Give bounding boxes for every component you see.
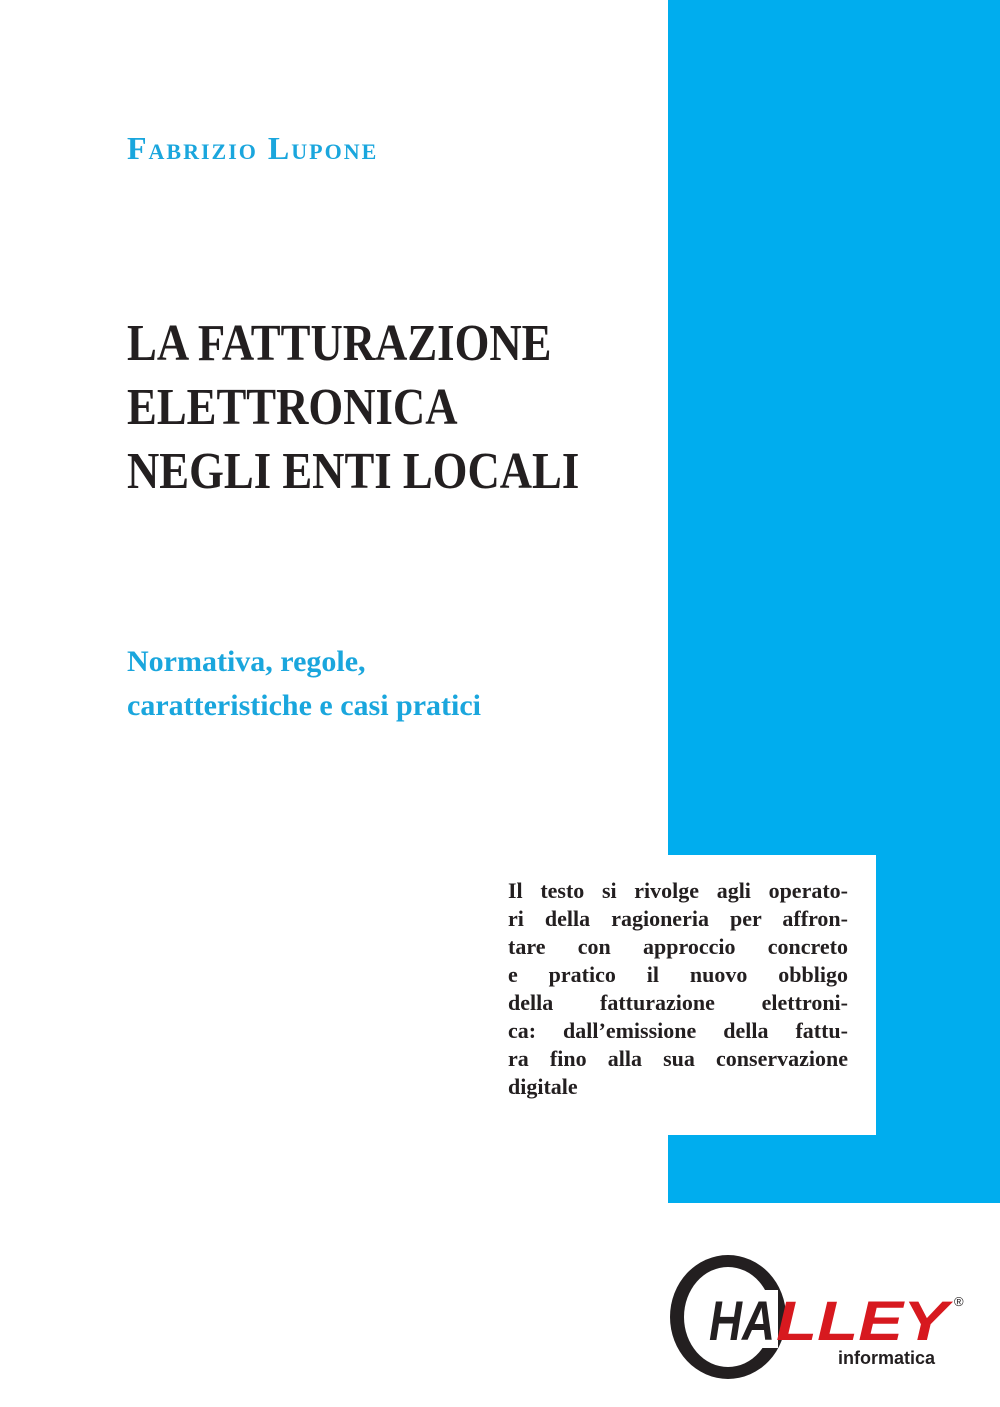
title-line: ELETTRONICA [127,379,458,436]
book-title [127,312,591,504]
subtitle-line: Normativa, regole, [127,645,366,678]
description-line: Il testo si rivolge agli operato- [508,878,848,903]
description-line: ra fino alla sua conservazione [508,1046,848,1071]
logo-wordmark-ha: HA [709,1289,775,1352]
description-text [508,877,848,1101]
logo-wordmark-lley: LLEY [776,1289,954,1352]
author-name: Fabrizio Lupone [127,130,379,166]
description-line: della fatturazione elettroni- [508,990,848,1015]
description-line: ri della ragioneria per affron- [508,906,848,931]
description-box [478,855,876,1135]
description-line: tare con approccio concreto [508,934,848,959]
book-subtitle [127,640,481,728]
title-line: LA FATTURAZIONE [127,315,552,372]
logo-tagline: informatica [838,1348,936,1368]
subtitle-line: caratteristiche e casi pratici [127,689,482,722]
title-line: NEGLI ENTI LOCALI [127,443,580,500]
description-line: ca: dall’emissione della fattu- [508,1018,848,1043]
logo-registered-mark: ® [954,1294,964,1309]
description-line: e pratico il nuovo obbligo [508,962,848,987]
halley-informatica-logo [668,1252,968,1382]
description-line: digitale [508,1074,578,1099]
